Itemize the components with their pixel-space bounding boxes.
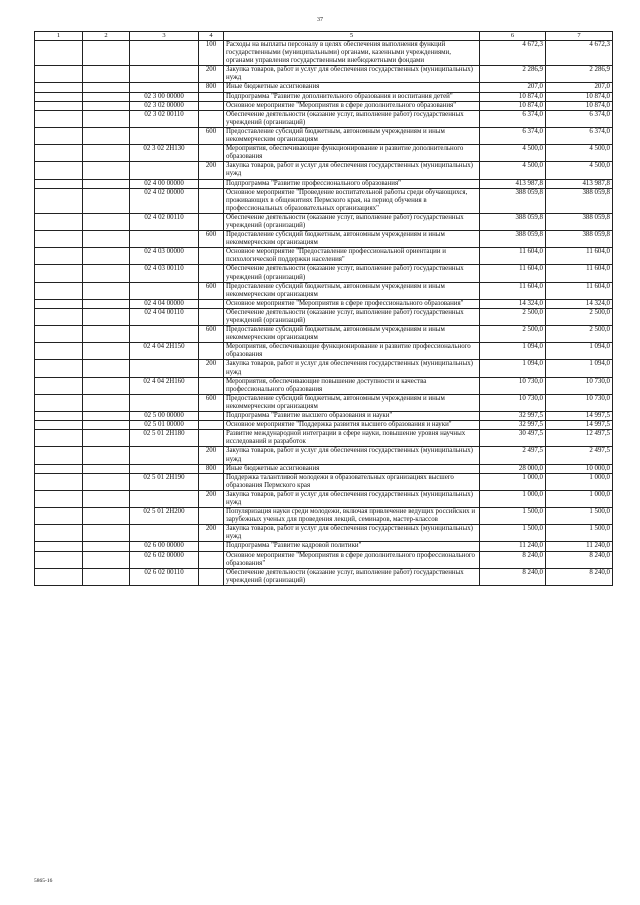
- cell-col1: [35, 188, 83, 213]
- cell-col2: [83, 231, 130, 248]
- cell-col1: [35, 162, 83, 179]
- cell-code: [130, 162, 199, 179]
- cell-amount-col6: 1 500,0: [480, 508, 546, 525]
- cell-col2: [83, 421, 130, 430]
- table-row: [35, 473, 613, 490]
- cell-name: Предоставление субсидий бюджетным, автономным учреждениям и иным некоммерческим организациям: [224, 394, 480, 411]
- cell-expense-kind: [199, 473, 224, 490]
- cell-name: Развитие международной интеграции в сфере науки, повышение уровня научных исследований и разработок: [224, 430, 480, 447]
- cell-expense-kind: [199, 110, 224, 127]
- cell-amount-col6: 2 500,0: [480, 308, 546, 325]
- cell-amount-col7: 1 000,0: [546, 490, 613, 507]
- cell-expense-kind: [199, 299, 224, 308]
- cell-expense-kind: 800: [199, 83, 224, 92]
- cell-col1: [35, 464, 83, 473]
- cell-expense-kind: 800: [199, 464, 224, 473]
- cell-amount-col6: 10 874,0: [480, 92, 546, 101]
- table-row: [35, 248, 613, 265]
- cell-code: 02 5 01 2Н190: [130, 473, 199, 490]
- cell-amount-col6: 1 000,0: [480, 473, 546, 490]
- cell-amount-col7: 6 374,0: [546, 110, 613, 127]
- table-row: [35, 231, 613, 248]
- cell-amount-col7: 10 730,0: [546, 377, 613, 394]
- cell-code: [130, 490, 199, 507]
- cell-expense-kind: 100: [199, 41, 224, 66]
- cell-name: Закупка товаров, работ и услуг для обеспечения государственных (муниципальных) нужд: [224, 66, 480, 83]
- cell-col1: [35, 542, 83, 551]
- table-row: [35, 360, 613, 377]
- cell-code: 02 4 00 00000: [130, 179, 199, 188]
- cell-amount-col6: 32 997,5: [480, 412, 546, 421]
- cell-amount-col6: 11 604,0: [480, 248, 546, 265]
- cell-code: [130, 83, 199, 92]
- cell-name: Предоставление субсидий бюджетным, автономным учреждениям и иным некоммерческим организациям: [224, 231, 480, 248]
- table-row: [35, 525, 613, 542]
- table-row: [35, 145, 613, 162]
- cell-amount-col7: 10 730,0: [546, 394, 613, 411]
- table-row: [35, 162, 613, 179]
- cell-name: Основное мероприятие "Мероприятия в сфере профессионального образования": [224, 299, 480, 308]
- cell-expense-kind: [199, 542, 224, 551]
- cell-col2: [83, 308, 130, 325]
- cell-amount-col7: 12 497,5: [546, 430, 613, 447]
- cell-col1: [35, 265, 83, 282]
- cell-col2: [83, 41, 130, 66]
- table-row: [35, 508, 613, 525]
- cell-name: Популяризация науки среди молодежи, включая привлечение ведущих российских и зарубежных ученых для проведения лекций, семинаров, мастер-классов: [224, 508, 480, 525]
- cell-amount-col6: 11 240,0: [480, 542, 546, 551]
- cell-col1: [35, 308, 83, 325]
- cell-amount-col6: 413 987,8: [480, 179, 546, 188]
- cell-col2: [83, 542, 130, 551]
- cell-name: Закупка товаров, работ и услуг для обеспечения государственных (муниципальных) нужд: [224, 447, 480, 464]
- cell-code: [130, 127, 199, 144]
- cell-expense-kind: 200: [199, 162, 224, 179]
- cell-amount-col7: 2 500,0: [546, 326, 613, 343]
- cell-amount-col6: 8 240,0: [480, 568, 546, 585]
- cell-name: Обеспечение деятельности (оказание услуг, выполнение работ) государственных учреждений (организаций): [224, 110, 480, 127]
- cell-code: 02 6 02 00000: [130, 551, 199, 568]
- cell-expense-kind: [199, 377, 224, 394]
- cell-col1: [35, 412, 83, 421]
- cell-code: [130, 394, 199, 411]
- cell-expense-kind: [199, 568, 224, 585]
- cell-col1: [35, 179, 83, 188]
- cell-amount-col6: 4 500,0: [480, 162, 546, 179]
- cell-name: Основное мероприятие "Проведение воспитательной работы среди обучающихся, проживающих в общежитиях Пермского края, на период обучения в профессиональных образовательных организациях": [224, 188, 480, 213]
- column-header-1: 1: [35, 32, 83, 41]
- table-row: [35, 343, 613, 360]
- table-row: [35, 282, 613, 299]
- cell-col2: [83, 568, 130, 585]
- cell-col2: [83, 179, 130, 188]
- cell-name: Обеспечение деятельности (оказание услуг, выполнение работ) государственных учреждений (организаций): [224, 568, 480, 585]
- cell-amount-col6: 4 500,0: [480, 145, 546, 162]
- cell-amount-col7: 11 604,0: [546, 282, 613, 299]
- cell-amount-col6: 207,0: [480, 83, 546, 92]
- cell-amount-col6: 28 000,0: [480, 464, 546, 473]
- cell-expense-kind: 600: [199, 127, 224, 144]
- cell-amount-col7: 4 672,3: [546, 41, 613, 66]
- cell-col2: [83, 551, 130, 568]
- cell-amount-col6: 10 730,0: [480, 394, 546, 411]
- cell-amount-col7: 14 997,5: [546, 421, 613, 430]
- cell-col2: [83, 282, 130, 299]
- cell-amount-col6: 11 604,0: [480, 282, 546, 299]
- cell-name: Обеспечение деятельности (оказание услуг, выполнение работ) государственных учреждений (организаций): [224, 308, 480, 325]
- cell-amount-col6: 1 500,0: [480, 525, 546, 542]
- cell-name: Закупка товаров, работ и услуг для обеспечения государственных (муниципальных) нужд: [224, 525, 480, 542]
- cell-amount-col7: 8 240,0: [546, 551, 613, 568]
- column-header-7: 7: [546, 32, 613, 41]
- column-number-row: [35, 32, 613, 41]
- table-row: [35, 83, 613, 92]
- cell-code: 02 4 02 00110: [130, 213, 199, 230]
- cell-expense-kind: 600: [199, 326, 224, 343]
- table-row: [35, 41, 613, 66]
- cell-col1: [35, 127, 83, 144]
- cell-code: [130, 66, 199, 83]
- cell-col1: [35, 83, 83, 92]
- cell-col2: [83, 162, 130, 179]
- cell-expense-kind: [199, 430, 224, 447]
- cell-amount-col6: 8 240,0: [480, 551, 546, 568]
- cell-amount-col7: 388 059,8: [546, 231, 613, 248]
- cell-col1: [35, 145, 83, 162]
- cell-col2: [83, 326, 130, 343]
- cell-expense-kind: 200: [199, 525, 224, 542]
- cell-col2: [83, 447, 130, 464]
- cell-col2: [83, 101, 130, 110]
- cell-expense-kind: [199, 308, 224, 325]
- cell-amount-col6: 10 730,0: [480, 377, 546, 394]
- cell-amount-col7: 6 374,0: [546, 127, 613, 144]
- cell-amount-col7: 413 987,8: [546, 179, 613, 188]
- cell-code: [130, 41, 199, 66]
- cell-col1: [35, 110, 83, 127]
- cell-name: Закупка товаров, работ и услуг для обеспечения государственных (муниципальных) нужд: [224, 490, 480, 507]
- column-header-3: 3: [130, 32, 199, 41]
- cell-amount-col7: 14 324,0: [546, 299, 613, 308]
- cell-code: 02 6 00 00000: [130, 542, 199, 551]
- table-row: [35, 447, 613, 464]
- column-header-6: 6: [480, 32, 546, 41]
- table-row: [35, 299, 613, 308]
- cell-expense-kind: 200: [199, 447, 224, 464]
- cell-amount-col7: 11 240,0: [546, 542, 613, 551]
- cell-expense-kind: 200: [199, 490, 224, 507]
- cell-col2: [83, 127, 130, 144]
- cell-expense-kind: 600: [199, 231, 224, 248]
- table-row: [35, 568, 613, 585]
- cell-amount-col7: 4 500,0: [546, 162, 613, 179]
- cell-name: Поддержка талантливой молодежи в образовательных организациях высшего образования Пермского края: [224, 473, 480, 490]
- cell-expense-kind: [199, 213, 224, 230]
- cell-col2: [83, 508, 130, 525]
- cell-expense-kind: [199, 145, 224, 162]
- cell-expense-kind: 600: [199, 282, 224, 299]
- cell-name: Обеспечение деятельности (оказание услуг, выполнение работ) государственных учреждений (организаций): [224, 213, 480, 230]
- cell-col2: [83, 394, 130, 411]
- footer-code: 5865-16: [34, 878, 53, 884]
- cell-col1: [35, 473, 83, 490]
- cell-expense-kind: [199, 508, 224, 525]
- cell-code: 02 4 04 00110: [130, 308, 199, 325]
- cell-amount-col7: 10 874,0: [546, 101, 613, 110]
- cell-code: 02 5 00 00000: [130, 412, 199, 421]
- table-row: [35, 542, 613, 551]
- cell-code: 02 5 01 00000: [130, 421, 199, 430]
- budget-table: [34, 31, 613, 586]
- cell-expense-kind: [199, 343, 224, 360]
- cell-expense-kind: 200: [199, 360, 224, 377]
- cell-col1: [35, 101, 83, 110]
- cell-amount-col6: 1 094,0: [480, 360, 546, 377]
- cell-amount-col6: 388 059,8: [480, 231, 546, 248]
- table-row: [35, 66, 613, 83]
- table-row: [35, 464, 613, 473]
- table-row: [35, 490, 613, 507]
- column-header-2: 2: [83, 32, 130, 41]
- cell-code: 02 6 02 00110: [130, 568, 199, 585]
- cell-expense-kind: [199, 412, 224, 421]
- table-row: [35, 326, 613, 343]
- cell-amount-col7: 1 500,0: [546, 508, 613, 525]
- cell-amount-col6: 388 059,8: [480, 188, 546, 213]
- cell-col2: [83, 83, 130, 92]
- cell-amount-col7: 14 997,5: [546, 412, 613, 421]
- cell-col1: [35, 377, 83, 394]
- table-row: [35, 308, 613, 325]
- cell-amount-col7: 11 604,0: [546, 265, 613, 282]
- cell-name: Иные бюджетные ассигнования: [224, 83, 480, 92]
- cell-col2: [83, 412, 130, 421]
- cell-col2: [83, 464, 130, 473]
- cell-amount-col6: 1 094,0: [480, 343, 546, 360]
- cell-expense-kind: [199, 551, 224, 568]
- cell-col2: [83, 473, 130, 490]
- cell-amount-col7: 4 500,0: [546, 145, 613, 162]
- cell-code: 02 5 01 2Н180: [130, 430, 199, 447]
- cell-amount-col7: 207,0: [546, 83, 613, 92]
- cell-col2: [83, 248, 130, 265]
- cell-code: [130, 525, 199, 542]
- cell-col2: [83, 430, 130, 447]
- table-row: [35, 179, 613, 188]
- cell-name: Подпрограмма "Развитие кадровой политики": [224, 542, 480, 551]
- cell-col2: [83, 299, 130, 308]
- cell-name: Основное мероприятие "Мероприятия в сфере дополнительного образования": [224, 101, 480, 110]
- cell-amount-col7: 2 286,9: [546, 66, 613, 83]
- cell-amount-col6: 10 874,0: [480, 101, 546, 110]
- cell-name: Основное мероприятие "Поддержка развития высшего образования и науки": [224, 421, 480, 430]
- cell-col2: [83, 525, 130, 542]
- cell-code: [130, 360, 199, 377]
- cell-col1: [35, 551, 83, 568]
- cell-amount-col7: 1 094,0: [546, 343, 613, 360]
- cell-name: Иные бюджетные ассигнования: [224, 464, 480, 473]
- cell-name: Мероприятия, обеспечивающие повышение доступности и качества профессионального образования: [224, 377, 480, 394]
- cell-col1: [35, 282, 83, 299]
- cell-expense-kind: [199, 179, 224, 188]
- cell-name: Закупка товаров, работ и услуг для обеспечения государственных (муниципальных) нужд: [224, 162, 480, 179]
- cell-name: Расходы на выплаты персоналу в целях обеспечения выполнения функций государственными (муниципальными) органами, казенными учреждениями, органами управления государственными внебюджетными фондами: [224, 41, 480, 66]
- cell-amount-col6: 11 604,0: [480, 265, 546, 282]
- cell-expense-kind: 600: [199, 394, 224, 411]
- cell-name: Мероприятия, обеспечивающие функционирование и развитие профессионального образования: [224, 343, 480, 360]
- cell-code: 02 4 04 2Н150: [130, 343, 199, 360]
- cell-amount-col7: 1 500,0: [546, 525, 613, 542]
- cell-amount-col6: 2 500,0: [480, 326, 546, 343]
- table-row: [35, 92, 613, 101]
- cell-code: 02 4 03 00110: [130, 265, 199, 282]
- cell-name: Предоставление субсидий бюджетным, автономным учреждениям и иным некоммерческим организациям: [224, 127, 480, 144]
- cell-col2: [83, 66, 130, 83]
- cell-amount-col6: 2 497,5: [480, 447, 546, 464]
- cell-amount-col6: 6 374,0: [480, 127, 546, 144]
- cell-code: 02 4 04 00000: [130, 299, 199, 308]
- cell-amount-col6: 2 286,9: [480, 66, 546, 83]
- cell-expense-kind: [199, 248, 224, 265]
- cell-name: Подпрограмма "Развитие высшего образования и науки": [224, 412, 480, 421]
- cell-col1: [35, 299, 83, 308]
- cell-col2: [83, 110, 130, 127]
- table-row: [35, 188, 613, 213]
- cell-col1: [35, 447, 83, 464]
- cell-code: 02 3 02 00110: [130, 110, 199, 127]
- cell-name: Подпрограмма "Развитие дополнительного образования и воспитания детей": [224, 92, 480, 101]
- table-row: [35, 101, 613, 110]
- cell-col1: [35, 394, 83, 411]
- cell-col1: [35, 421, 83, 430]
- table-row: [35, 421, 613, 430]
- cell-code: 02 4 03 00000: [130, 248, 199, 265]
- cell-amount-col7: 2 497,5: [546, 447, 613, 464]
- table-row: [35, 394, 613, 411]
- cell-name: Основное мероприятие "Предоставление профессиональной ориентации и психологической поддержки населения": [224, 248, 480, 265]
- cell-col1: [35, 360, 83, 377]
- cell-code: [130, 231, 199, 248]
- cell-amount-col6: 1 000,0: [480, 490, 546, 507]
- column-header-5: 5: [224, 32, 480, 41]
- cell-amount-col7: 1 094,0: [546, 360, 613, 377]
- table-row: [35, 265, 613, 282]
- cell-expense-kind: [199, 421, 224, 430]
- cell-amount-col7: 10 874,0: [546, 92, 613, 101]
- table-row: [35, 213, 613, 230]
- cell-col1: [35, 248, 83, 265]
- cell-amount-col7: 388 059,8: [546, 213, 613, 230]
- table-row: [35, 430, 613, 447]
- cell-expense-kind: [199, 188, 224, 213]
- cell-col2: [83, 188, 130, 213]
- table-row: [35, 110, 613, 127]
- cell-amount-col6: 32 997,5: [480, 421, 546, 430]
- cell-col1: [35, 525, 83, 542]
- cell-col1: [35, 231, 83, 248]
- table-row: [35, 551, 613, 568]
- cell-col1: [35, 92, 83, 101]
- cell-expense-kind: [199, 101, 224, 110]
- cell-name: Основное мероприятие "Мероприятия в сфере дополнительного профессионального образования": [224, 551, 480, 568]
- cell-amount-col6: 14 324,0: [480, 299, 546, 308]
- cell-col2: [83, 145, 130, 162]
- cell-name: Мероприятия, обеспечивающие функционирование и развитие дополнительного образования: [224, 145, 480, 162]
- cell-col1: [35, 41, 83, 66]
- cell-col1: [35, 326, 83, 343]
- cell-code: 02 4 02 00000: [130, 188, 199, 213]
- cell-col2: [83, 343, 130, 360]
- cell-code: [130, 282, 199, 299]
- table-body: [35, 41, 613, 586]
- cell-amount-col7: 10 000,0: [546, 464, 613, 473]
- cell-col1: [35, 508, 83, 525]
- cell-name: Закупка товаров, работ и услуг для обеспечения государственных (муниципальных) нужд: [224, 360, 480, 377]
- cell-col1: [35, 343, 83, 360]
- cell-col2: [83, 490, 130, 507]
- cell-col2: [83, 92, 130, 101]
- cell-col1: [35, 66, 83, 83]
- cell-amount-col7: 388 059,8: [546, 188, 613, 213]
- cell-amount-col7: 11 604,0: [546, 248, 613, 265]
- cell-code: [130, 326, 199, 343]
- column-header-4: 4: [199, 32, 224, 41]
- cell-code: 02 5 01 2Н200: [130, 508, 199, 525]
- cell-amount-col6: 30 497,5: [480, 430, 546, 447]
- page-number: 37: [317, 17, 323, 23]
- cell-col2: [83, 360, 130, 377]
- table-row: [35, 412, 613, 421]
- cell-col2: [83, 213, 130, 230]
- cell-code: 02 3 00 00000: [130, 92, 199, 101]
- cell-code: 02 3 02 2Н130: [130, 145, 199, 162]
- cell-col1: [35, 213, 83, 230]
- table-row: [35, 127, 613, 144]
- table-row: [35, 377, 613, 394]
- cell-code: [130, 464, 199, 473]
- cell-expense-kind: 200: [199, 66, 224, 83]
- cell-amount-col6: 4 672,3: [480, 41, 546, 66]
- cell-amount-col7: 8 240,0: [546, 568, 613, 585]
- cell-name: Предоставление субсидий бюджетным, автономным учреждениям и иным некоммерческим организациям: [224, 282, 480, 299]
- cell-code: [130, 447, 199, 464]
- cell-col2: [83, 377, 130, 394]
- cell-expense-kind: [199, 265, 224, 282]
- cell-amount-col6: 388 059,8: [480, 213, 546, 230]
- cell-name: Предоставление субсидий бюджетным, автономным учреждениям и иным некоммерческим организациям: [224, 326, 480, 343]
- cell-code: 02 4 04 2Н160: [130, 377, 199, 394]
- cell-amount-col6: 6 374,0: [480, 110, 546, 127]
- cell-col1: [35, 430, 83, 447]
- cell-expense-kind: [199, 92, 224, 101]
- cell-name: Обеспечение деятельности (оказание услуг, выполнение работ) государственных учреждений (организаций): [224, 265, 480, 282]
- cell-code: 02 3 02 00000: [130, 101, 199, 110]
- cell-col1: [35, 490, 83, 507]
- cell-amount-col7: 2 500,0: [546, 308, 613, 325]
- cell-amount-col7: 1 000,0: [546, 473, 613, 490]
- cell-col2: [83, 265, 130, 282]
- cell-col1: [35, 568, 83, 585]
- cell-name: Подпрограмма "Развитие профессионального образования": [224, 179, 480, 188]
